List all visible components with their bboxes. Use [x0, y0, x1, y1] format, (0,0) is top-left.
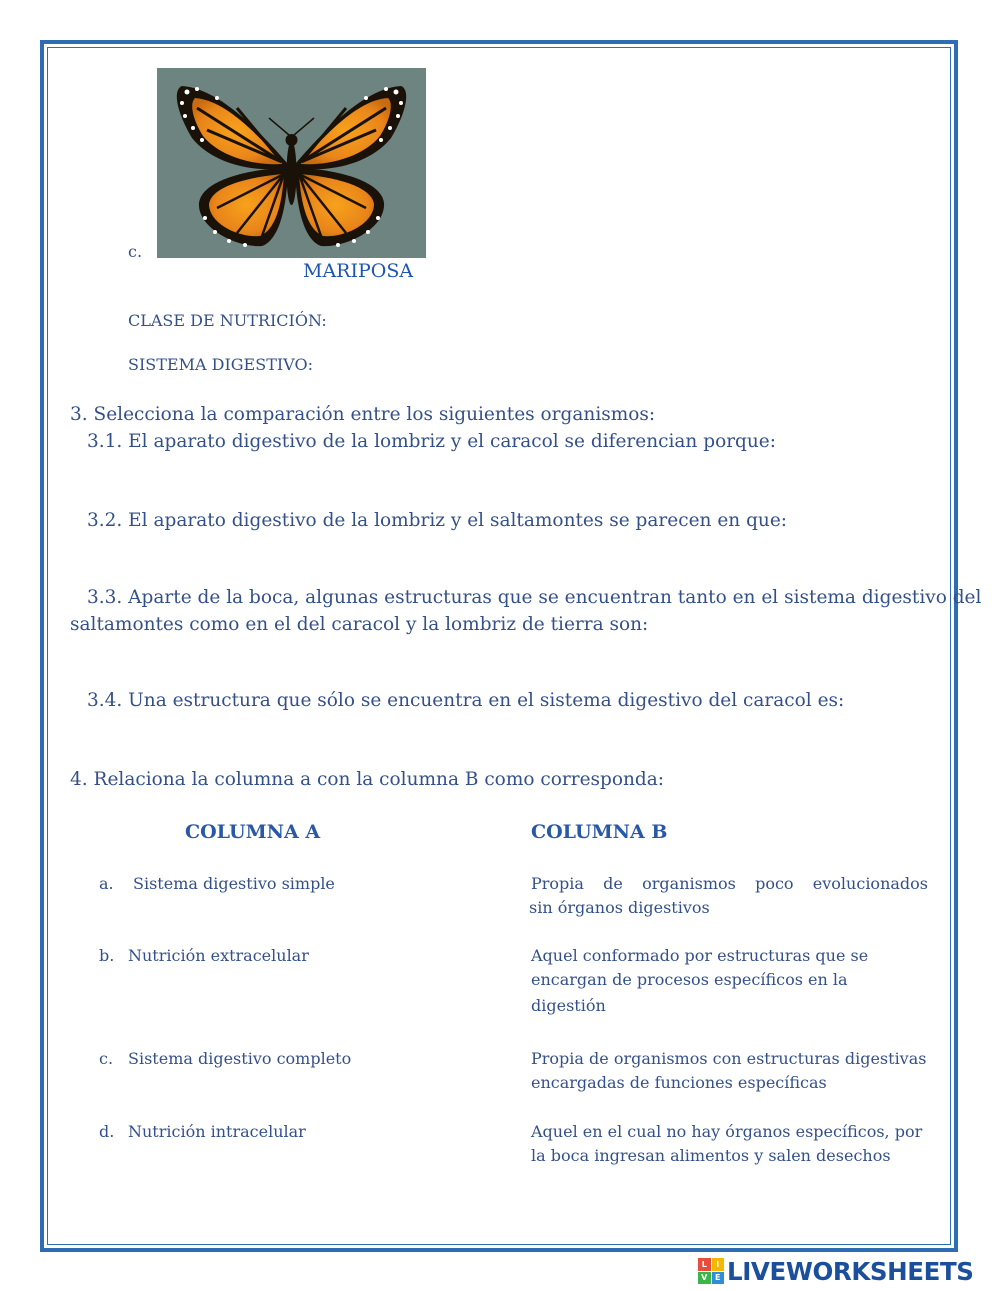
column-a-item-text: Sistema digestivo completo [128, 1049, 352, 1068]
column-a-item-letter: c. [99, 1049, 114, 1068]
column-b-item-line: la boca ingresan alimentos y salen desechos [531, 1146, 891, 1165]
column-a-item-text: Nutrición extracelular [128, 946, 309, 965]
butterfly-caption: MARIPOSA [303, 260, 414, 282]
question-3-4: 3.4. Una estructura que sólo se encuentra en el sistema digestivo del caracol es: [87, 690, 845, 711]
item-c-letter: c. [128, 242, 143, 261]
butterfly-icon [157, 68, 426, 258]
column-b-item-line: Aquel en el cual no hay órganos específicos, por [531, 1122, 923, 1141]
column-a-item-text: Sistema digestivo simple [133, 874, 335, 893]
question-3-1: 3.1. El aparato digestivo de la lombriz y el caracol se diferencian porque: [87, 431, 776, 452]
column-b-item-line: encargadas de funciones específicas [531, 1073, 827, 1092]
liveworksheets-logo-icon: L I V E [698, 1258, 724, 1284]
question-4-title: 4. Relaciona la columna a con la columna B como corresponda: [70, 769, 665, 790]
column-a-item-letter: d. [99, 1122, 115, 1141]
digestive-system-label: SISTEMA DIGESTIVO: [128, 355, 313, 374]
column-a-item-letter: a. [99, 874, 114, 893]
column-b-header: COLUMNA B [531, 821, 668, 843]
column-a-header: COLUMNA A [185, 821, 321, 843]
question-3-3-line2: saltamontes como en el del caracol y la lombriz de tierra son: [70, 614, 649, 635]
liveworksheets-brand[interactable] [698, 1257, 974, 1285]
column-b-item-line: Aquel conformado por estructuras que se [531, 946, 869, 965]
column-b-item-line: sin órganos digestivos [529, 898, 710, 917]
column-b-item-line: encargan de procesos específicos en la [531, 970, 848, 989]
question-3-3-line1: 3.3. Aparte de la boca, algunas estructuras que se encuentran tanto en el sistema digestivo del [87, 587, 982, 608]
column-b-item-line: digestión [531, 996, 606, 1015]
column-b-item-line: Propia de organismos con estructuras digestivas [531, 1049, 927, 1068]
column-a-item-text: Nutrición intracelular [128, 1122, 306, 1141]
column-a-item-letter: b. [99, 946, 115, 965]
question-3-2: 3.2. El aparato digestivo de la lombriz y el saltamontes se parecen en que: [87, 510, 788, 531]
question-3-title: 3. Selecciona la comparación entre los siguientes organismos: [70, 404, 656, 425]
butterfly-image [157, 68, 426, 258]
nutrition-class-label: CLASE DE NUTRICIÓN: [128, 311, 327, 330]
brand-name: LIVEWORKSHEETS [727, 1256, 974, 1286]
column-b-item-line: Propia de organismos poco evolucionados [531, 874, 928, 893]
